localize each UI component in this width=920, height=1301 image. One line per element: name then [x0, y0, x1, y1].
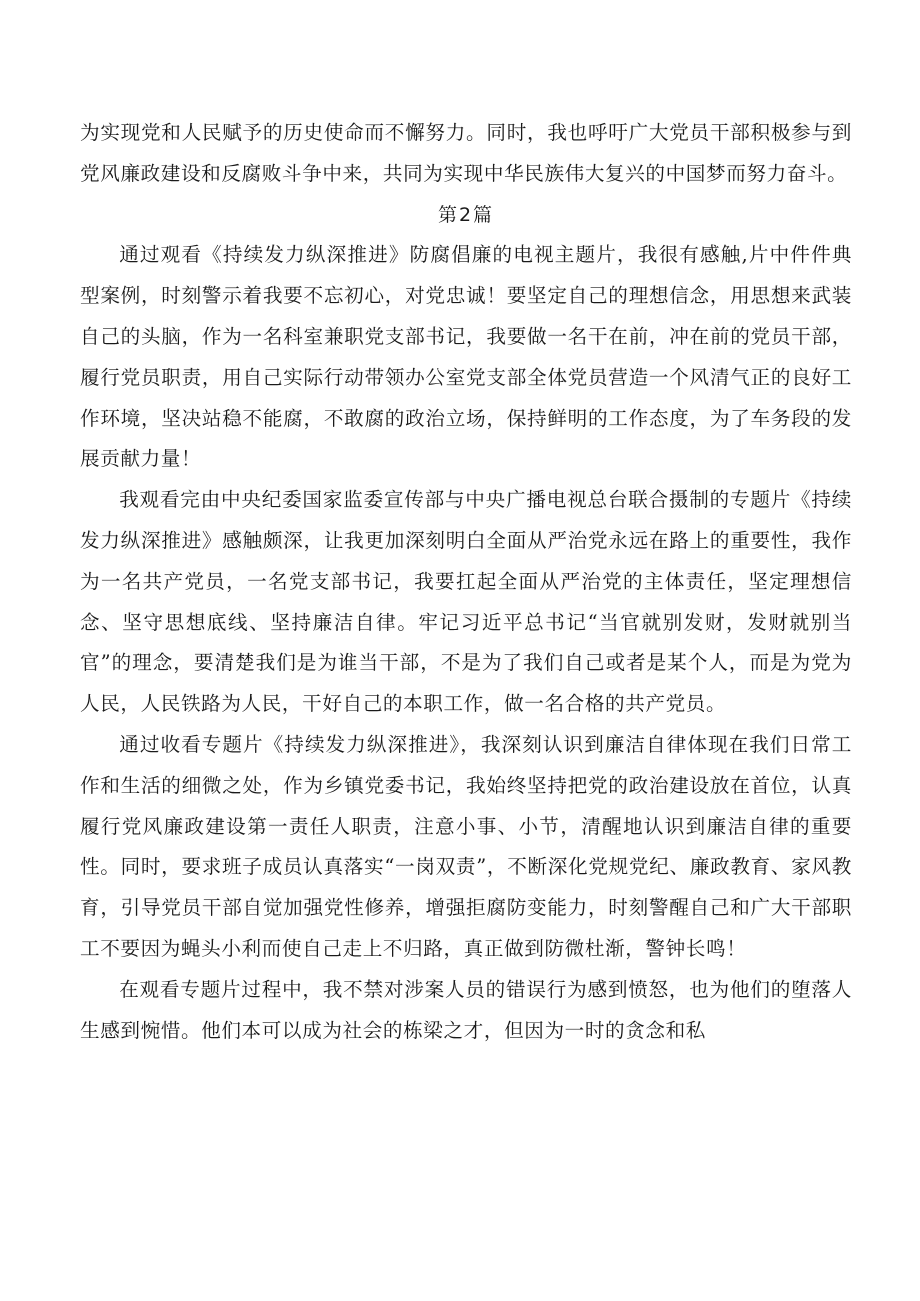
paragraph-3: 通过收看专题片《持续发力纵深推进》，我深刻认识到廉洁自律体现在我们日常工作和生活的细微之处，作为乡镇党委书记，我始终坚持把党的政治建设放在首位，认真履行党风廉政建设第一责任人职责，注意小事、小节，清醒地认识到廉洁自律的重要性。同时，要求班子成员认真落实“一岗双责”，不断深化党规党纪、廉政教育、家风教育，引导党员干部自觉加强党性修养，增强拒腐防变能力，时刻警醒自己和广大干部职工不要因为蝇头小利而使自己走上不归路，真正做到防微杜渐，警钟长鸣！ [80, 732, 852, 960]
section-heading: 第2篇 [437, 203, 495, 226]
continuation-paragraph: 为实现党和人民赋予的历史使命而不懈努力。同时，我也呼吁广大党员干部积极参与到党风廉政建设和反腐败斗争中来，共同为实现中华民族伟大复兴的中国梦而努力奋斗。 [80, 121, 852, 185]
paragraph-4: 在观看专题片过程中，我不禁对涉案人员的错误行为感到愤怒，也为他们的堕落人生感到惋惜。他们本可以成为社会的栋梁之才，但因为一时的贪念和私 [80, 977, 852, 1042]
paragraph-2: 我观看完由中央纪委国家监委宣传部与中央广播电视总台联合摄制的专题片《持续发力纵深推进》感触颇深，让我更加深刻明白全面从严治党永远在路上的重要性，我作为一名共产党员，一名党支部书记，我要扛起全面从严治党的主体责任，坚定理想信念、坚守思想底线、坚持廉洁自律。牢记习近平总书记“当官就别发财，发财就别当官”的理念，要清楚我们是为谁当干部，不是为了我们自己或者是某个人，而是为党为人民，人民铁路为人民，干好自己的本职工作，做一名合格的共产党员。 [80, 488, 852, 716]
paragraph-1: 通过观看《持续发力纵深推进》防腐倡廉的电视主题片，我很有感触,片中件件典型案例，时刻警示着我要不忘初心，对党忠诚！要坚定自己的理想信念，用思想来武装自己的头脑，作为一名科室兼职党支部书记，我要做一名干在前，冲在前的党员干部，履行党员职责，用自己实际行动带领办公室党支部全体党员营造一个风清气正的良好工作环境，坚决站稳不能腐，不敢腐的政治立场，保持鲜明的工作态度，为了车务段的发展贡献力量！ [80, 243, 852, 471]
document-body [80, 113, 852, 1051]
